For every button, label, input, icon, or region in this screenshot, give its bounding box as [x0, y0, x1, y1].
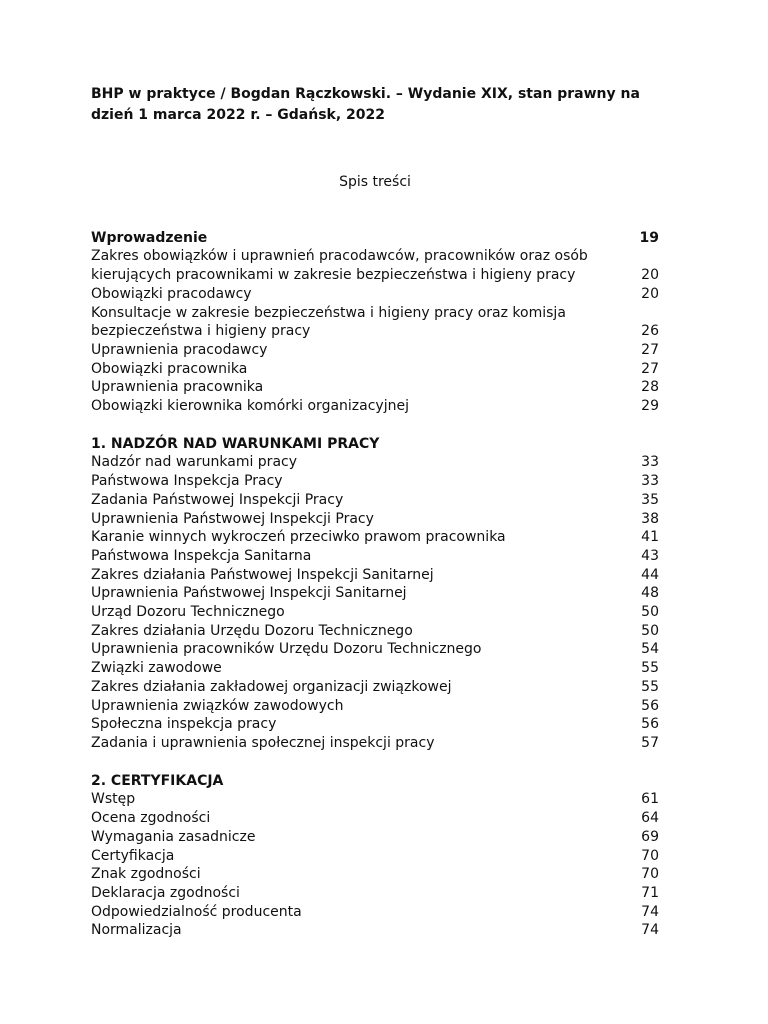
- toc-entry-page: 50: [641, 604, 659, 621]
- toc-entry-title: Urząd Dozoru Technicznego: [91, 604, 285, 621]
- toc-entry: [91, 285, 659, 304]
- section-heading-text: Wprowadzenie: [91, 229, 208, 246]
- toc-entry-page: 38: [641, 510, 659, 527]
- toc-entry-title: Zadania Państwowej Inspekcji Pracy: [91, 491, 344, 508]
- toc-entry: [91, 247, 659, 266]
- toc-entry-page: 74: [641, 922, 659, 939]
- toc-entry: [91, 659, 659, 678]
- toc-entry: [91, 622, 659, 641]
- toc-entry-title: Związki zawodowe: [91, 660, 222, 677]
- toc-entry-page: 50: [641, 622, 659, 639]
- toc-entry-title: Zakres obowiązków i uprawnień pracodawców, pracowników oraz osób: [91, 248, 588, 265]
- toc-entry: [91, 510, 659, 529]
- toc-entry-page: 57: [641, 734, 659, 751]
- toc-section-heading: [91, 435, 659, 454]
- toc-section-heading: [91, 229, 659, 248]
- toc-entry: [91, 453, 659, 472]
- toc-entry-page: 33: [641, 454, 659, 471]
- toc-entry-page: 28: [641, 379, 659, 396]
- toc-entry-title: Deklaracja zgodności: [91, 884, 240, 901]
- toc-entry: [91, 584, 659, 603]
- toc-section-heading: [91, 772, 659, 791]
- toc-entry-title: Certyfikacja: [91, 847, 175, 864]
- toc-entry: [91, 678, 659, 697]
- toc-entry-page: 70: [641, 866, 659, 883]
- toc-entry-page: 27: [641, 341, 659, 358]
- toc-entry-page: 71: [641, 884, 659, 901]
- toc-entry-title: Normalizacja: [91, 922, 182, 939]
- section-heading-page: 19: [639, 229, 659, 246]
- toc-entry-page: 35: [641, 491, 659, 508]
- toc-entry-title: Obowiązki pracodawcy: [91, 285, 252, 302]
- toc-entry-page: 29: [641, 398, 659, 415]
- toc-entry-title: Uprawnienia Państwowej Inspekcji Sanitarnej: [91, 585, 407, 602]
- toc-entry-title: Zakres działania zakładowej organizacji związkowej: [91, 678, 452, 695]
- toc-entry-page: 56: [641, 697, 659, 714]
- toc-entry-title: Społeczna inspekcja pracy: [91, 716, 277, 733]
- toc-entry: [91, 304, 659, 323]
- toc-entry-title: Zadania i uprawnienia społecznej inspekcji pracy: [91, 734, 435, 751]
- toc-entry: [91, 378, 659, 397]
- toc-entry: [91, 472, 659, 491]
- toc-entry-page: 20: [641, 267, 659, 284]
- document-page: [91, 84, 659, 940]
- toc-entry-title: kierujących pracownikami w zakresie bezpieczeństwa i higieny pracy: [91, 267, 576, 284]
- toc-entry-title: Karanie winnych wykroczeń przeciwko prawom pracownika: [91, 529, 506, 546]
- toc-entry: [91, 603, 659, 622]
- toc-entry-title: Uprawnienia pracodawcy: [91, 341, 268, 358]
- toc-entry: [91, 903, 659, 922]
- toc-entry: [91, 640, 659, 659]
- toc-entry-page: 54: [641, 641, 659, 658]
- toc-entry-title: Uprawnienia pracowników Urzędu Dozoru Technicznego: [91, 641, 482, 658]
- toc-entry-title: Zakres działania Państwowej Inspekcji Sanitarnej: [91, 566, 434, 583]
- toc-entry: [91, 809, 659, 828]
- toc-entry: [91, 266, 659, 285]
- toc-entry-page: 33: [641, 473, 659, 490]
- toc-entry-title: Obowiązki kierownika komórki organizacyjnej: [91, 398, 409, 415]
- toc-section: [91, 772, 659, 940]
- toc-entry-title: Konsultacje w zakresie bezpieczeństwa i higieny pracy oraz komisja: [91, 304, 566, 321]
- toc-entry-page: 44: [641, 566, 659, 583]
- section-heading-text: 1. NADZÓR NAD WARUNKAMI PRACY: [91, 435, 380, 452]
- toc-entry: [91, 528, 659, 547]
- toc-entry: [91, 884, 659, 903]
- toc-entry-page: 56: [641, 716, 659, 733]
- toc-entry-title: Odpowiedzialność producenta: [91, 903, 302, 920]
- toc-entry: [91, 828, 659, 847]
- toc-entry-title: Zakres działania Urzędu Dozoru Technicznego: [91, 622, 413, 639]
- toc-entry: [91, 360, 659, 379]
- toc-entry: [91, 847, 659, 866]
- toc-entry-page: 55: [641, 660, 659, 677]
- toc-entry-page: 26: [641, 323, 659, 340]
- toc-entry-page: 74: [641, 903, 659, 920]
- toc-entry-title: Wymagania zasadnicze: [91, 828, 256, 845]
- toc-entry: [91, 697, 659, 716]
- header-line-2: dzień 1 marca 2022 r. – Gdańsk, 2022: [91, 107, 386, 123]
- toc-entry: [91, 547, 659, 566]
- toc-entry-title: Uprawnienia związków zawodowych: [91, 697, 344, 714]
- toc-entry-title: Uprawnienia pracownika: [91, 379, 264, 396]
- toc-entry-page: 70: [641, 847, 659, 864]
- toc-section: [91, 435, 659, 753]
- toc-entry-page: 43: [641, 547, 659, 564]
- toc-section: [91, 229, 659, 416]
- toc-entry: [91, 734, 659, 753]
- toc-entry-page: 48: [641, 585, 659, 602]
- toc-entry: [91, 790, 659, 809]
- section-heading-text: 2. CERTYFIKACJA: [91, 772, 224, 789]
- toc-entry: [91, 715, 659, 734]
- toc-entry: [91, 491, 659, 510]
- toc-entry: [91, 566, 659, 585]
- header-line-1: BHP w praktyce / Bogdan Rączkowski. – Wydanie XIX, stan prawny na: [91, 86, 640, 102]
- toc-entry-page: 20: [641, 285, 659, 302]
- toc-entry-title: Nadzór nad warunkami pracy: [91, 454, 298, 471]
- toc-entry-title: Uprawnienia Państwowej Inspekcji Pracy: [91, 510, 374, 527]
- toc-entry-title: Ocena zgodności: [91, 810, 211, 827]
- toc-entry: [91, 865, 659, 884]
- toc-entry-page: 41: [641, 529, 659, 546]
- toc-entry-title: Państwowa Inspekcja Sanitarna: [91, 547, 312, 564]
- toc-entry-title: bezpieczeństwa i higieny pracy: [91, 323, 311, 340]
- toc-entry: [91, 921, 659, 940]
- toc-entry-title: Wstęp: [91, 791, 136, 808]
- toc-entry: [91, 341, 659, 360]
- bibliographic-header: [91, 84, 659, 126]
- toc-entry: [91, 322, 659, 341]
- toc-entry-page: 69: [641, 828, 659, 845]
- toc-entry-page: 55: [641, 678, 659, 695]
- toc-entry: [91, 397, 659, 416]
- toc-entry-title: Obowiązki pracownika: [91, 360, 248, 377]
- toc-entry-title: Państwowa Inspekcja Pracy: [91, 473, 283, 490]
- table-of-contents: [91, 229, 659, 940]
- toc-entry-title: Znak zgodności: [91, 866, 201, 883]
- toc-entry-page: 64: [641, 810, 659, 827]
- toc-title: Spis treści: [339, 174, 411, 190]
- toc-entry-page: 61: [641, 791, 659, 808]
- toc-entry-page: 27: [641, 360, 659, 377]
